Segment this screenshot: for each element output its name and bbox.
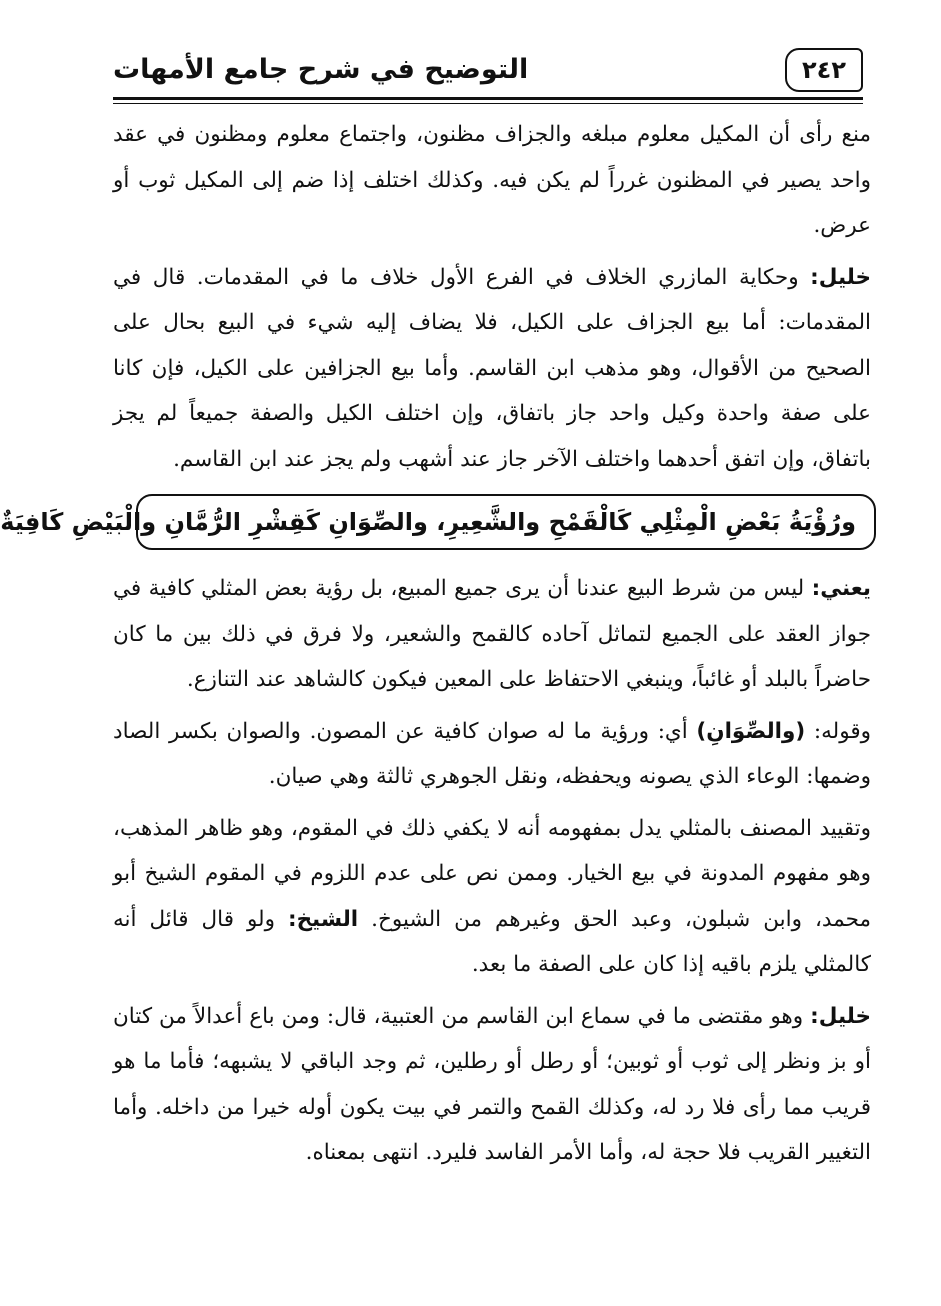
matn-box: ورُؤْيَةُ بَعْضِ الْمِثْلِي كَالْقَمْحِ والشَّعِيرِ، والصِّوَانِ كَقِشْرِ الرُّمَّانِ والْبَيْضِ كَافِيَةٌ [136,494,876,550]
commentary-block-1 [113,112,871,482]
paragraph-tail: ولو قال قائل أنه كالمثلي يلزم باقيه إذا كان على الصفة ما بعد. [113,906,871,977]
matn-quote: (والصِّوَانِ) [696,718,806,744]
paragraph-body: ليس من شرط البيع عندنا أن يرى جميع المبيع، بل رؤية بعض المثلي كافية في جواز العقد على الجميع لتماثل آحاده كالقمح والشعير، ولا فرق في ذلك بين ما كان حاضراً بالبلد أو غائباً، وينبغي الاحتفاظ على المعين فيكون كالشاهد عند التنازع. [113,576,871,692]
page-number: ٢٤٢ [785,48,863,92]
paragraph-4 [113,709,871,800]
paragraph-1: منع رأى أن المكيل معلوم مبلغه والجزاف مظنون، واجتماع معلوم ومظنون في عقد واحد يصير في المظنون غرراً لم يكن فيه. وكذلك اختلف إذا ضم إلى المكيل ثوب أو عرض. [113,122,871,238]
header-rule-thin [113,103,863,104]
paragraph-body: وهو مقتضى ما في سماع ابن القاسم من العتبية، قال: ومن باع أعدالاً من كتان أو بز ونظر إلى ثوب أو ثوبين؛ أو رطل أو رطلين، ثم وجد الباقي لا يشبهه؛ فأما ما هو قريب مما رأى فلا رد له، وكذلك القمح والتمر في بيت يكون أوله خيرا من داخله. وأما التغيير القريب فلا حجة له، وأما الأمر الفاسد فليرد. انتهى بمعناه. [113,1003,871,1165]
header-rule [113,97,863,100]
running-header [113,48,863,98]
paragraph-body: وتقييد المصنف بالمثلي يدل بمفهومه أنه لا يكفي ذلك في المقوم، وهو ظاهر المذهب، وهو مفهوم المدونة في بيع الخيار. وممن نص على عدم اللزوم في المقوم الشيخ أبو محمد، وابن شبلون، وعبد الحق وغيرهم من الشيوخ. [113,815,871,932]
running-title: التوضيح في شرح جامع الأمهات [113,54,529,85]
paragraph-body: أي: ورؤية ما له صوان كافية عن المصون. والصوان بكسر الصاد وضمها: الوعاء الذي يصونه ويحفظه، ونقل الجوهري ثالثة وهي صيان. [113,718,871,789]
paragraph-body: وحكاية المازري الخلاف في الفرع الأول خلاف ما في المقدمات. قال في المقدمات: أما بيع الجزاف على الكيل، فلا يضاف إليه شيء في البيع بحال على الصحيح من الأقوال، وهو مذهب ابن القاسم. وأما بيع الجزافين على الكيل، فإن كانا على صفة واحدة وكيل واحد جاز باتفاق، وإن اختلف الكيل والصفة جميعاً لم يجز باتفاق، وإن اتفق أحدهما واختلف الآخر جاز عند أشهب ولم يجز عند ابن القاسم. [113,264,871,472]
paragraph-2 [113,255,871,483]
paragraph-lead-shaykh: الشيخ: [287,906,359,932]
commentary-block-2 [113,566,871,1176]
paragraph-lead-khalil: خليل: [810,264,871,290]
paragraph-3 [113,566,871,703]
paragraph-5 [113,806,871,988]
paragraph-6 [113,994,871,1176]
paragraph-lead-yani: يعني: [811,576,871,601]
paragraph-prefix: وقوله: [805,718,871,744]
paragraph-lead-khalil: خليل: [810,1003,871,1029]
